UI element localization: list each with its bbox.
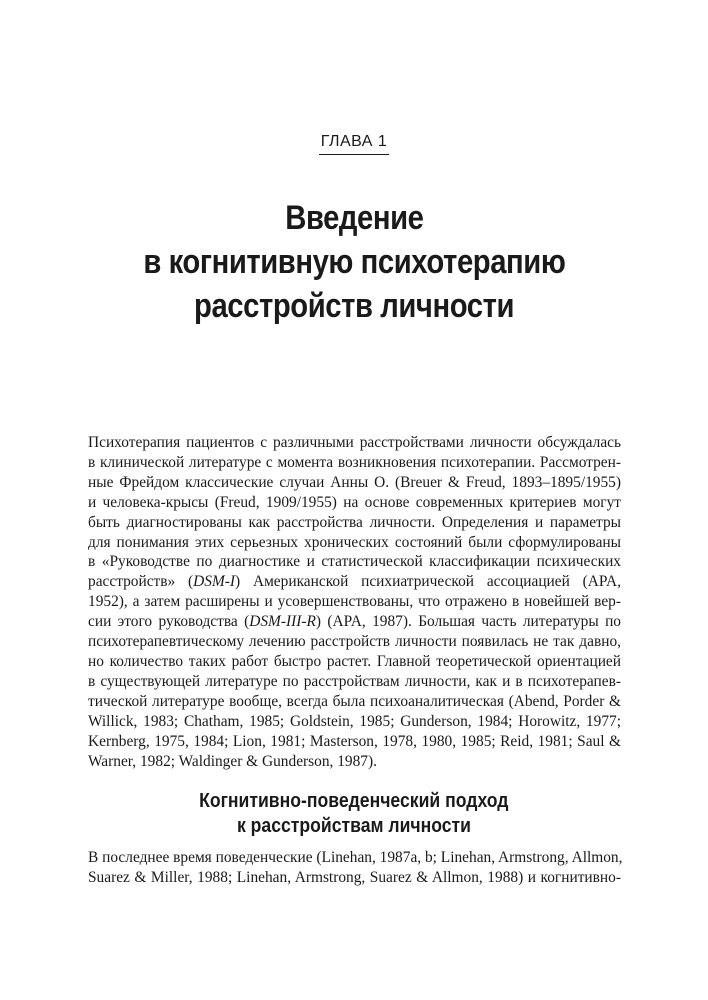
text-line: в клинической литературе с момента возникновения психотерапии. Рассмотрен- (88, 453, 621, 471)
text-line: для понимания этих серьезных хронических состояний были сформулированы (88, 533, 621, 551)
chapter-title-line: расстройств личности (194, 287, 514, 325)
text-line: в «Руководстве по диагностике и статистической классификации психических (88, 553, 621, 571)
text-line: В последнее время поведенческие (Linehan, 1987a, b; Linehan, Armstrong, Allmon, (88, 849, 623, 866)
chapter-title-line: в когнитивную психотерапию (142, 243, 566, 281)
text-line: психотерапевтическому лечению расстройств личности появилась не так давно, (88, 633, 621, 651)
text-line: Willick, 1983; Chatham, 1985; Goldstein, 1985; Gunderson, 1984; Horowitz, 1977; (88, 712, 621, 730)
text-line: и человека-крысы (Freud, 1909/1955) на основе современных критериев могут (88, 493, 621, 511)
text-line: Warner, 1982; Waldinger & Gunderson, 1987). (88, 752, 377, 770)
text-line: Kernberg, 1975, 1984; Lion, 1981; Masterson, 1978, 1980, 1985; Reid, 1981; Saul & (88, 732, 621, 750)
intro-paragraph (88, 433, 621, 771)
text-line: в существующей литературе по расстройствам личности, как и в психотерапев- (88, 672, 621, 690)
text-line: расстройств» (DSM-I) Американской психиатрической ассоциацией (APA, (88, 573, 621, 591)
text-line: быть диагностированы как расстройства личности. Определения и параметры (88, 513, 621, 531)
text-line: 1952), а затем расширены и усовершенствованы, что отражено в новейшей вер- (88, 593, 621, 611)
chapter-title (0, 196, 708, 328)
text-line: сии этого руководства (DSM-III-R) (APA, 1987). Большая часть литературы по (88, 613, 621, 631)
text-line: тической литературе вообще, всегда была психоаналитическая (Abend, Porder & (88, 692, 621, 710)
section-heading-line: Когнитивно-поведенческий подход (199, 790, 509, 812)
section-paragraph (88, 848, 621, 888)
chapter-title-line: Введение (284, 199, 424, 237)
text-line: Suarez & Miller, 1988; Linehan, Armstrong, Suarez & Allmon, 1988) и когнитивно- (88, 868, 621, 886)
chapter-label (0, 133, 708, 155)
section-heading (0, 789, 708, 839)
text-line: ные Фрейдом классические случаи Анны О. (Breuer & Freud, 1893–1895/1955) (88, 473, 621, 491)
chapter-number: ГЛАВА 1 (319, 133, 390, 155)
text-line: но количество таких работ быстро растет. Главной теоретической ориентацией (88, 652, 621, 670)
section-heading-line: к расстройствам личности (236, 815, 472, 837)
text-line: Психотерапия пациентов с различными расстройствами личности обсуждалась (88, 434, 621, 451)
